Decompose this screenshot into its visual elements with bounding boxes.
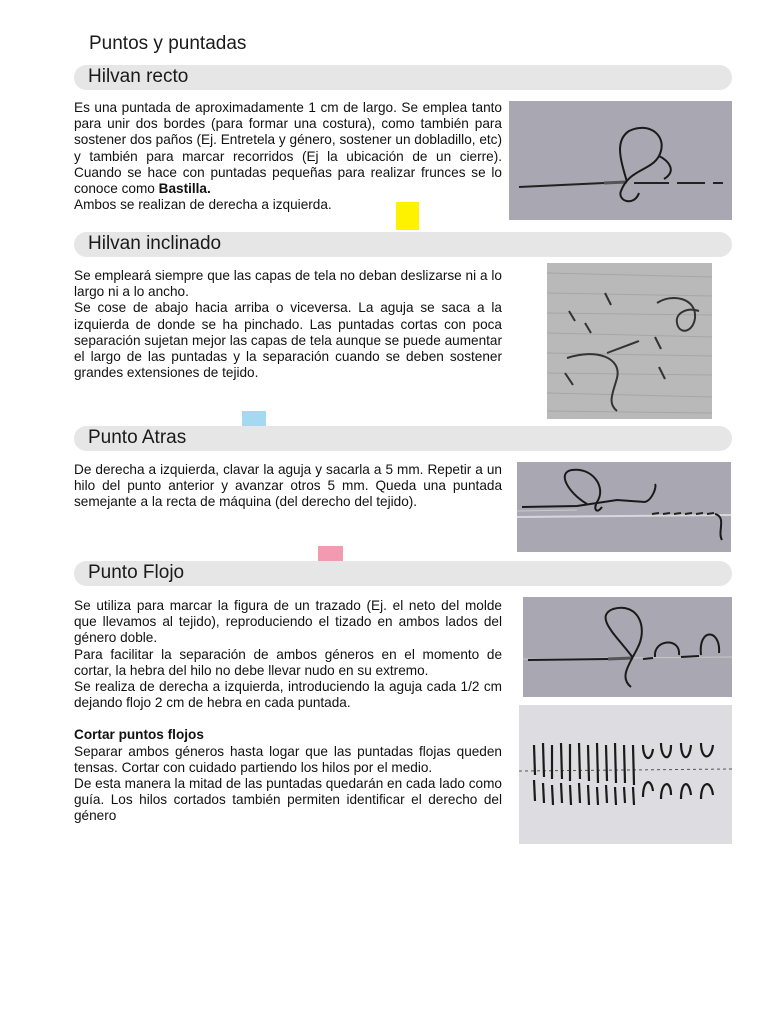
paragraph: De derecha a izquierda, clavar la aguja y sacarla a 5 mm. Repetir a un hilo del punto anterior y avanzar otros 5 mm. Queda una puntada semejante a la recta de máquina (del derecho del tejido). <box>74 462 502 510</box>
section-text-punto-atras <box>74 462 502 511</box>
punto-atras-photo <box>517 462 731 552</box>
hilvan-recto-photo <box>509 101 732 220</box>
section-header-hilvan-inclinado <box>74 232 732 257</box>
cortar-puntos-flojos-photo <box>519 705 732 844</box>
page-title: Puntos y puntadas <box>89 33 247 54</box>
subsection-heading: Cortar puntos flojos <box>74 727 204 743</box>
hilvan-inclinado-photo <box>547 263 712 419</box>
section-text-punto-flojo <box>74 598 502 825</box>
paragraph: Separar ambos géneros hasta logar que las puntadas flojas queden tensas. Cortar con cuidado partiendo los hilos por el medio. <box>74 743 502 775</box>
section-heading: Hilvan recto <box>88 66 189 87</box>
paragraph: Se cose de abajo hacia arriba o viceversa. La aguja se saca a la izquierda de donde se ha pinchado. Las puntadas cortas con poca separación sujetan mejor las capas de tela aunque se puede aumentar el largo de las puntadas y la separación cuando se deben sostener grandes extensiones de tejido. <box>74 300 502 381</box>
backstitch-illustration <box>517 462 731 552</box>
paragraph: Para facilitar la separación de ambos géneros en el momento de cortar, la hebra del hilo no debe llevar nudo en su extremo. <box>74 646 502 678</box>
punto-flojo-photo <box>523 597 732 697</box>
paragraph: De esta manera la mitad de las puntadas quedarán en cada lado como guía. Los hilos cortados también permiten identificar el derecho del género <box>74 776 502 824</box>
section-header-punto-atras <box>74 426 732 451</box>
section-header-hilvan-recto <box>74 65 732 90</box>
section-heading: Punto Atras <box>88 427 187 448</box>
paragraph: Se realiza de derecha a izquierda, introduciendo la aguja cada 1/2 cm dejando flojo 2 cm de hebra en cada puntada. <box>74 679 502 711</box>
yellow-color-swatch <box>396 202 419 230</box>
paragraph: Ambos se realizan de derecha a izquierda. <box>74 197 332 213</box>
paragraph: Se utiliza para marcar la figura de un trazado (Ej. el neto del molde que llevamos al tejido), reproduciendo el tizado en ambos lados del género doble. <box>74 598 502 646</box>
section-heading: Hilvan inclinado <box>88 233 222 254</box>
paragraph: Es una puntada de aproximadamente 1 cm de largo. Se emplea tanto para unir dos bordes (para formar una costura), como también para sostener dos paños (Ej. Entretela y género, sostener un dobladillo, etc) y también para marcar recorridos (Ej la ubicación de un cierre). Cuando se hace con puntadas pequeñas para realizar frunces se lo conoce como <box>74 100 502 197</box>
paragraph: Se empleará siempre que las capas de tela no deban deslizarse ni a lo largo ni a lo ancho. <box>74 268 502 300</box>
bold-term: Bastilla. <box>158 181 211 197</box>
section-heading: Punto Flojo <box>88 562 185 583</box>
section-text-hilvan-inclinado <box>74 268 502 381</box>
section-header-punto-flojo <box>74 561 732 586</box>
section-text-hilvan-recto <box>74 100 502 213</box>
slanted-stitches-illustration <box>547 263 712 419</box>
cut-threads-illustration <box>519 705 732 844</box>
tailor-tack-illustration <box>523 597 732 697</box>
needle-thread-illustration <box>509 101 732 220</box>
